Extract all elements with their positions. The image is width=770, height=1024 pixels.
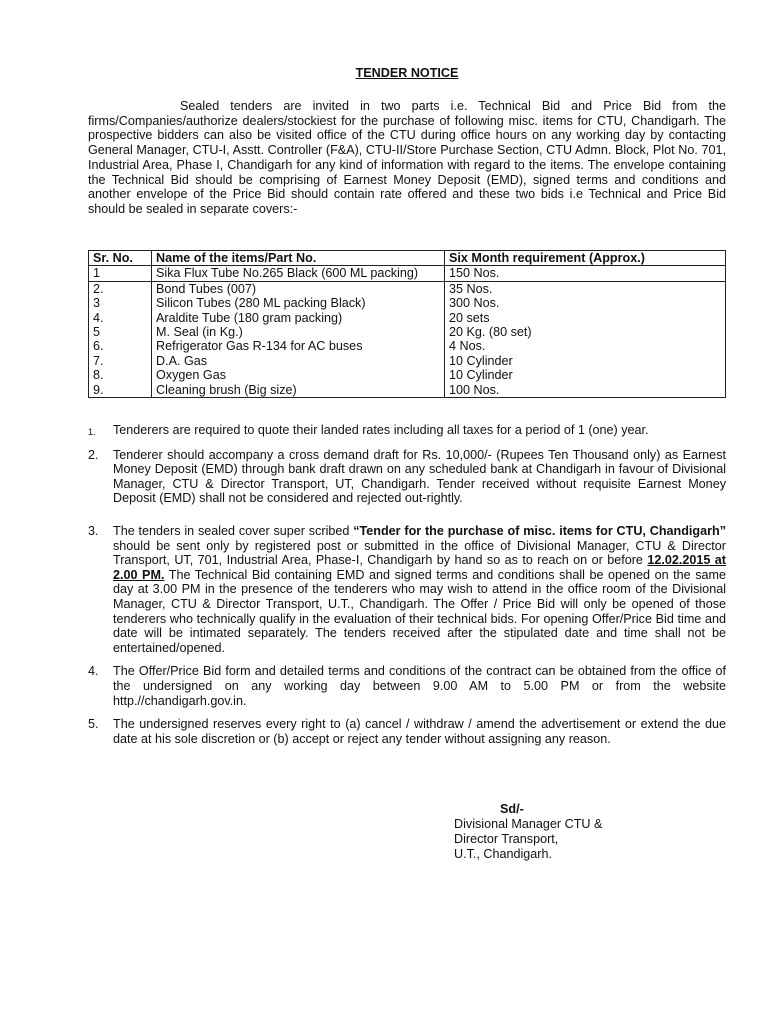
term-text: The Offer/Price Bid form and detailed terms and conditions of the contract can be obtained from the office of the undersigned on any working day between 9.00 AM to 5.00 PM or from the website http.//chandigarh.gov.in. — [113, 664, 726, 708]
table-row — [89, 339, 726, 353]
cell-item: Silicon Tubes (280 ML packing Black) — [152, 296, 445, 310]
cell-sr: 1 — [89, 266, 152, 281]
cell-sr: 4. — [89, 311, 152, 325]
term-text: The undersigned reserves every right to (a) cancel / withdraw / amend the advertisement or extend the due date at his sole discretion or (b) accept or reject any tender without assigning any reason. — [113, 717, 726, 746]
term-text-pre: The tenders in sealed cover super scribed — [113, 523, 354, 538]
table-row — [89, 368, 726, 382]
term-number: 2. — [88, 447, 99, 462]
term-number: 5. — [88, 717, 99, 732]
header-requirement: Six Month requirement (Approx.) — [445, 251, 726, 266]
signatory-line-1: Divisional Manager CTU & — [454, 817, 603, 831]
notice-title: TENDER NOTICE — [355, 66, 459, 80]
term-text: Tenderers are required to quote their landed rates including all taxes for a period of 1 (one) year. — [113, 423, 649, 437]
cell-qty: 20 Kg. (80 set) — [445, 325, 726, 339]
cell-item: Refrigerator Gas R-134 for AC buses — [152, 339, 445, 353]
term-5 — [88, 717, 726, 746]
cell-item: D.A. Gas — [152, 354, 445, 368]
table-row — [89, 383, 726, 398]
table-header-row — [89, 251, 726, 266]
cell-qty: 100 Nos. — [445, 383, 726, 398]
cell-item: Araldite Tube (180 gram packing) — [152, 311, 445, 325]
intro-paragraph — [88, 99, 726, 217]
cell-qty: 150 Nos. — [445, 266, 726, 281]
cell-sr: 5 — [89, 325, 152, 339]
cell-sr: 7. — [89, 354, 152, 368]
cell-sr: 3 — [89, 296, 152, 310]
cell-qty: 10 Cylinder — [445, 368, 726, 382]
table-row — [89, 325, 726, 339]
term-text: Tenderer should accompany a cross demand draft for Rs. 10,000/- (Rupees Ten Thousand only) as Earnest Money Deposit (EMD) through bank draft drawn on any scheduled bank at Chandigarh in favour of Divisional Manager, CTU & Director Transport, UT, Chandigarh. Tender received without requisite Earnest Money Deposit (EMD) shall not be considered and rejected out-rightly. — [113, 447, 726, 506]
tender-superscription: “Tender for the purchase of misc. items for CTU, Chandigarh” — [353, 523, 726, 538]
signatory-line-2: Director Transport, — [454, 832, 559, 846]
terms-list — [88, 423, 726, 746]
table-row — [89, 311, 726, 325]
cell-item: M. Seal (in Kg.) — [152, 325, 445, 339]
deadline: 12.02.2015 at 2.00 PM. — [113, 553, 727, 582]
term-text-mid: should be sent only by registered post or submitted in the office of Divisional Manager, CTU & Director Transport, UT, 701, Industrial Area, Phase-I, Chandigarh by hand so as to reach on or before — [113, 538, 726, 568]
table-row — [89, 281, 726, 296]
header-item-name: Name of the items/Part No. — [152, 251, 445, 266]
table-row — [89, 354, 726, 368]
cell-item: Cleaning brush (Big size) — [152, 383, 445, 398]
term-text-post: The Technical Bid containing EMD and signed terms and conditions shall be opened on the same day at 3.00 PM in the presence of the tenderers who may wish to attend in the office room of the Divisional Manager, CTU & Director Transport, U.T., Chandigarh. The Offer / Price Bid will only be opened of those tenderers who technically qualify in the evaluation of their technical bids. For opening Offer/Price Bid time and date will be intimated separately. The tenders received after the stipulated date and time shall not be entertained/opened. — [113, 567, 726, 655]
term-2 — [88, 448, 726, 506]
cell-qty: 20 sets — [445, 311, 726, 325]
term-1 — [88, 423, 726, 438]
term-number: 3. — [88, 523, 99, 538]
items-table — [88, 250, 726, 398]
cell-qty: 35 Nos. — [445, 281, 726, 296]
cell-sr: 2. — [89, 281, 152, 296]
cell-sr: 8. — [89, 368, 152, 382]
signature-block — [454, 802, 602, 862]
header-sr-no: Sr. No. — [89, 251, 152, 266]
cell-item: Sika Flux Tube No.265 Black (600 ML packing) — [152, 266, 445, 281]
term-number: 4. — [88, 664, 99, 679]
table-row — [89, 266, 726, 281]
signatory-line-3: U.T., Chandigarh. — [454, 847, 553, 861]
table-row — [89, 296, 726, 310]
signature-sd: Sd/- — [500, 802, 524, 816]
term-3 — [88, 524, 726, 655]
term-4 — [88, 664, 726, 708]
cell-sr: 6. — [89, 339, 152, 353]
term-number: 1. — [88, 427, 96, 437]
cell-item: Oxygen Gas — [152, 368, 445, 382]
cell-item: Bond Tubes (007) — [152, 281, 445, 296]
intro-text: Sealed tenders are invited in two parts i.e. Technical Bid and Price Bid from the firms/Companies/authorize dealers/stockiest for the purchase of following misc. items for CTU, Chandigarh. The prospective bidders can also be visited office of the CTU during office hours on any working day by contacting General Manager, CTU-I, Asstt. Controller (F&A), CTU-II/Store Purchase Section, CTU Admn. Block, Plot No. 701, Industrial Area, Phase I, Chandigarh for any kind of information with regard to the items. The envelope containing the Technical Bid should be comprising of Earnest Money Deposit (EMD), signed terms and conditions and another envelope of the Price Bid should contain rate offered and these two bids i.e Technical and Price Bid should be sealed in separate covers:- — [88, 99, 726, 216]
cell-sr: 9. — [89, 383, 152, 398]
cell-qty: 10 Cylinder — [445, 354, 726, 368]
cell-qty: 300 Nos. — [445, 296, 726, 310]
cell-qty: 4 Nos. — [445, 339, 726, 353]
